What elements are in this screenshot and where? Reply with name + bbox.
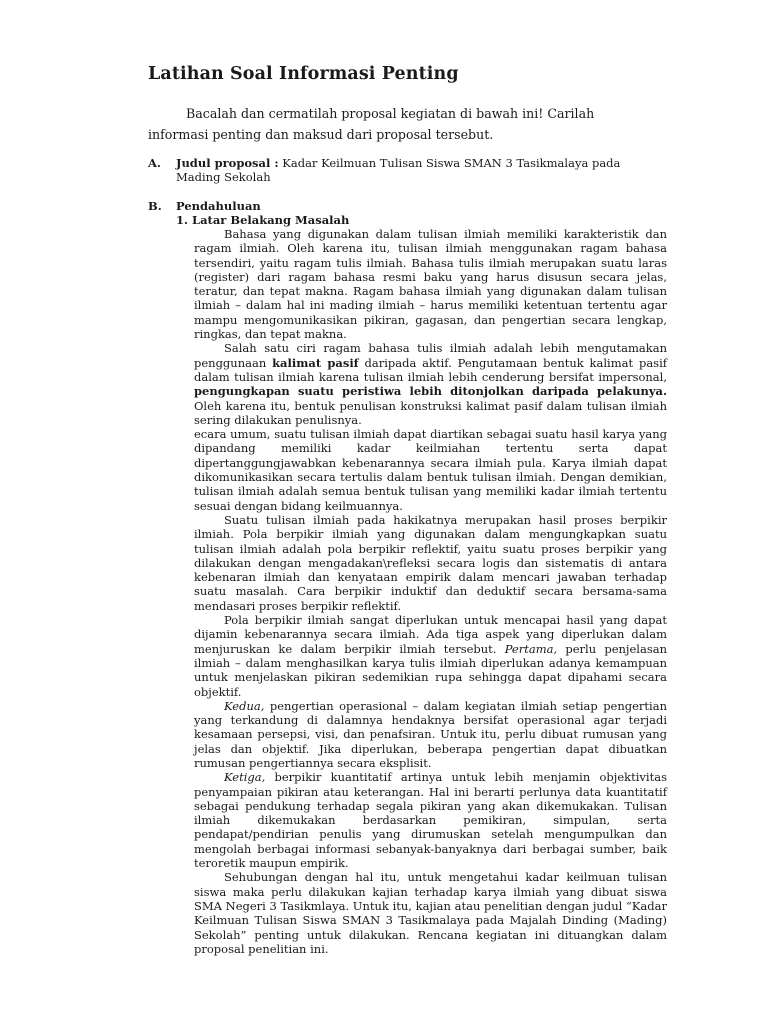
intro-paragraph (148, 103, 658, 145)
paragraph-5-text-c: perlu penjelasan ilmiah – dalam menghasilkan karya tulis ilmiah diperlukan adanya kemampuan untuk menjelaskan pikiran sedemikian rupa sehingga dapat dipahami secara objektif. (194, 641, 667, 699)
section-a (176, 156, 666, 185)
page-title: Latihan Soal Informasi Penting (148, 64, 459, 84)
paragraph-6 (194, 699, 667, 770)
paragraph-2-bold-d: pengungkapan suatu peristiwa lebih ditonjolkan daripada pelakunya. (194, 384, 667, 399)
paragraph-5-text-a: Pola berpikir ilmiah sangat diperlukan untuk mencapai hasil yang dapat dijamin kebenarannya secara ilmiah. Ada tiga aspek yang diperlukan dalam menjuruskan ke dalam berpikir ilmiah tersebut. (194, 613, 667, 656)
paragraph-7-text: berpikir kuantitatif artinya untuk lebih menjamin objektivitas penyampaian pikiran atau keterangan. Hal ini berarti perlunya data kuantitatif sebagai pendukung terhadap segala pikiran yang akan dikemukakan. Tulisan ilmiah dikemukakan berdasarkan pemikiran, simpulan, serta pendapat/pendirian penulis yang dirumuskan setelah mengumpulkan dan mengolah berbagai informasi sebanyak-banyaknya dari berbagai sumber, baik teroretik maupun empirik. (194, 770, 667, 871)
section-b-body (194, 227, 667, 956)
paragraph-3: ecara umum, suatu tulisan ilmiah dapat diartikan sebagai suatu hasil karya yang dipandang memiliki kadar keilmiahan tertentu serta dapat dipertanggungjawabkan kebenarannya secara ilmiah pula. Karya ilmiah dapat dikomunikasikan secara tertulis dalam bentuk tulisan ilmiah. Dengan demikian, tulisan ilmiah adalah semua bentuk tulisan yang memiliki kadar ilmiah tertentu sesuai dengan bidang keilmuannya. (194, 427, 667, 513)
paragraph-2-text-a: Salah satu ciri ragam bahasa tulis ilmiah adalah lebih mengutamakan penggunaan (194, 341, 667, 370)
paragraph-2-bold-a: kalimat pasif (272, 355, 359, 370)
paragraph-5 (194, 613, 667, 699)
paragraph-6-text: pengertian operasional – dalam kegiatan ilmiah setiap pengertian yang terkandung di dalamnya hendaknya bersifat operasional agar terjadi kesamaan persepsi, visi, dan penafsiran. Untuk itu, perlu dibuat rumusan yang jelas dan objektif. Jika diperlukan, beberapa pengertian dapat dibuatkan rumusan pengertiannya secara eksplisit. (194, 698, 667, 770)
paragraph-7 (194, 770, 667, 870)
section-a-label: Judul proposal : (176, 156, 279, 170)
paragraph-2-text-e: Oleh karena itu, bentuk penulisan konstruksi kalimat pasif dalam tulisan ilmiah sering dilakukan penulisnya. (194, 398, 667, 427)
paragraph-4: Suatu tulisan ilmiah pada hakikatnya merupakan hasil proses berpikir ilmiah. Pola berpikir ilmiah yang digunakan dalam mengungkapkan suatu tulisan ilmiah adalah pola berpikir reflektif, yaitu suatu proses berpikir yang dilakukan dengan mengadakan\refleksi secara logis dan sistematis di antara kebenaran ilmiah dan kenyataan empirik dalam mencari jawaban terhadap suatu masalah. Cara berpikir induktif dan deduktif secara bersama-sama mendasari proses berpikir reflektif. (194, 512, 667, 613)
subsection-heading: 1. Latar Belakang Masalah (176, 213, 350, 227)
paragraph-7-italic: Ketiga, (224, 770, 266, 785)
section-a-letter: A. (148, 156, 161, 170)
paragraph-2 (194, 341, 667, 427)
section-a-text: Kadar Keilmuan Tulisan Siswa SMAN 3 Tasikmalaya pada Mading Sekolah (176, 156, 621, 185)
section-b-letter: B. (148, 199, 162, 213)
paragraph-8: Sehubungan dengan hal itu, untuk mengetahui kadar keilmuan tulisan siswa maka perlu dilakukan kajian terhadap karya ilmiah yang dibuat siswa SMA Negeri 3 Tasikmlaya. Untuk itu, kajian atau penelitian dengan judul “Kadar Keilmuan Tulisan Siswa SMAN 3 Tasikmalaya pada Majalah Dinding (Mading) Sekolah” penting untuk dilakukan. Rencana kegiatan ini dituangkan dalam proposal penelitian ini. (194, 870, 667, 956)
paragraph-5-italic: Pertama, (504, 641, 558, 656)
intro-text: Bacalah dan cermatilah proposal kegiatan di bawah ini! Carilah informasi penting dan maksud dari proposal tersebut. (148, 106, 595, 142)
paragraph-6-italic: Kedua, (224, 698, 265, 713)
paragraph-2-text-c: daripada aktif. Pengutamaan bentuk kalimat pasif dalam tulisan ilmiah karena tulisan ilmiah lebih cenderung bersifat impersonal, (194, 355, 668, 384)
paragraph-1: Bahasa yang digunakan dalam tulisan ilmiah memiliki karakteristik dan ragam ilmiah. Oleh karena itu, tulisan ilmiah menggunakan ragam bahasa tersendiri, yaitu ragam tulis ilmiah. Bahasa tulis ilmiah merupakan suatu laras (register) dari ragam bahasa resmi baku yang harus disusun secara jelas, teratur, dan tepat makna. Ragam bahasa ilmiah yang digunakan dalam tulisan ilmiah – dalam hal ini mading ilmiah – harus memiliki ketentuan tertentu agar mampu mengomunikasikan pikiran, gagasan, dan pengertian secara lengkap, ringkas, dan tepat makna. (194, 227, 667, 342)
section-b-heading: Pendahuluan (176, 199, 261, 213)
